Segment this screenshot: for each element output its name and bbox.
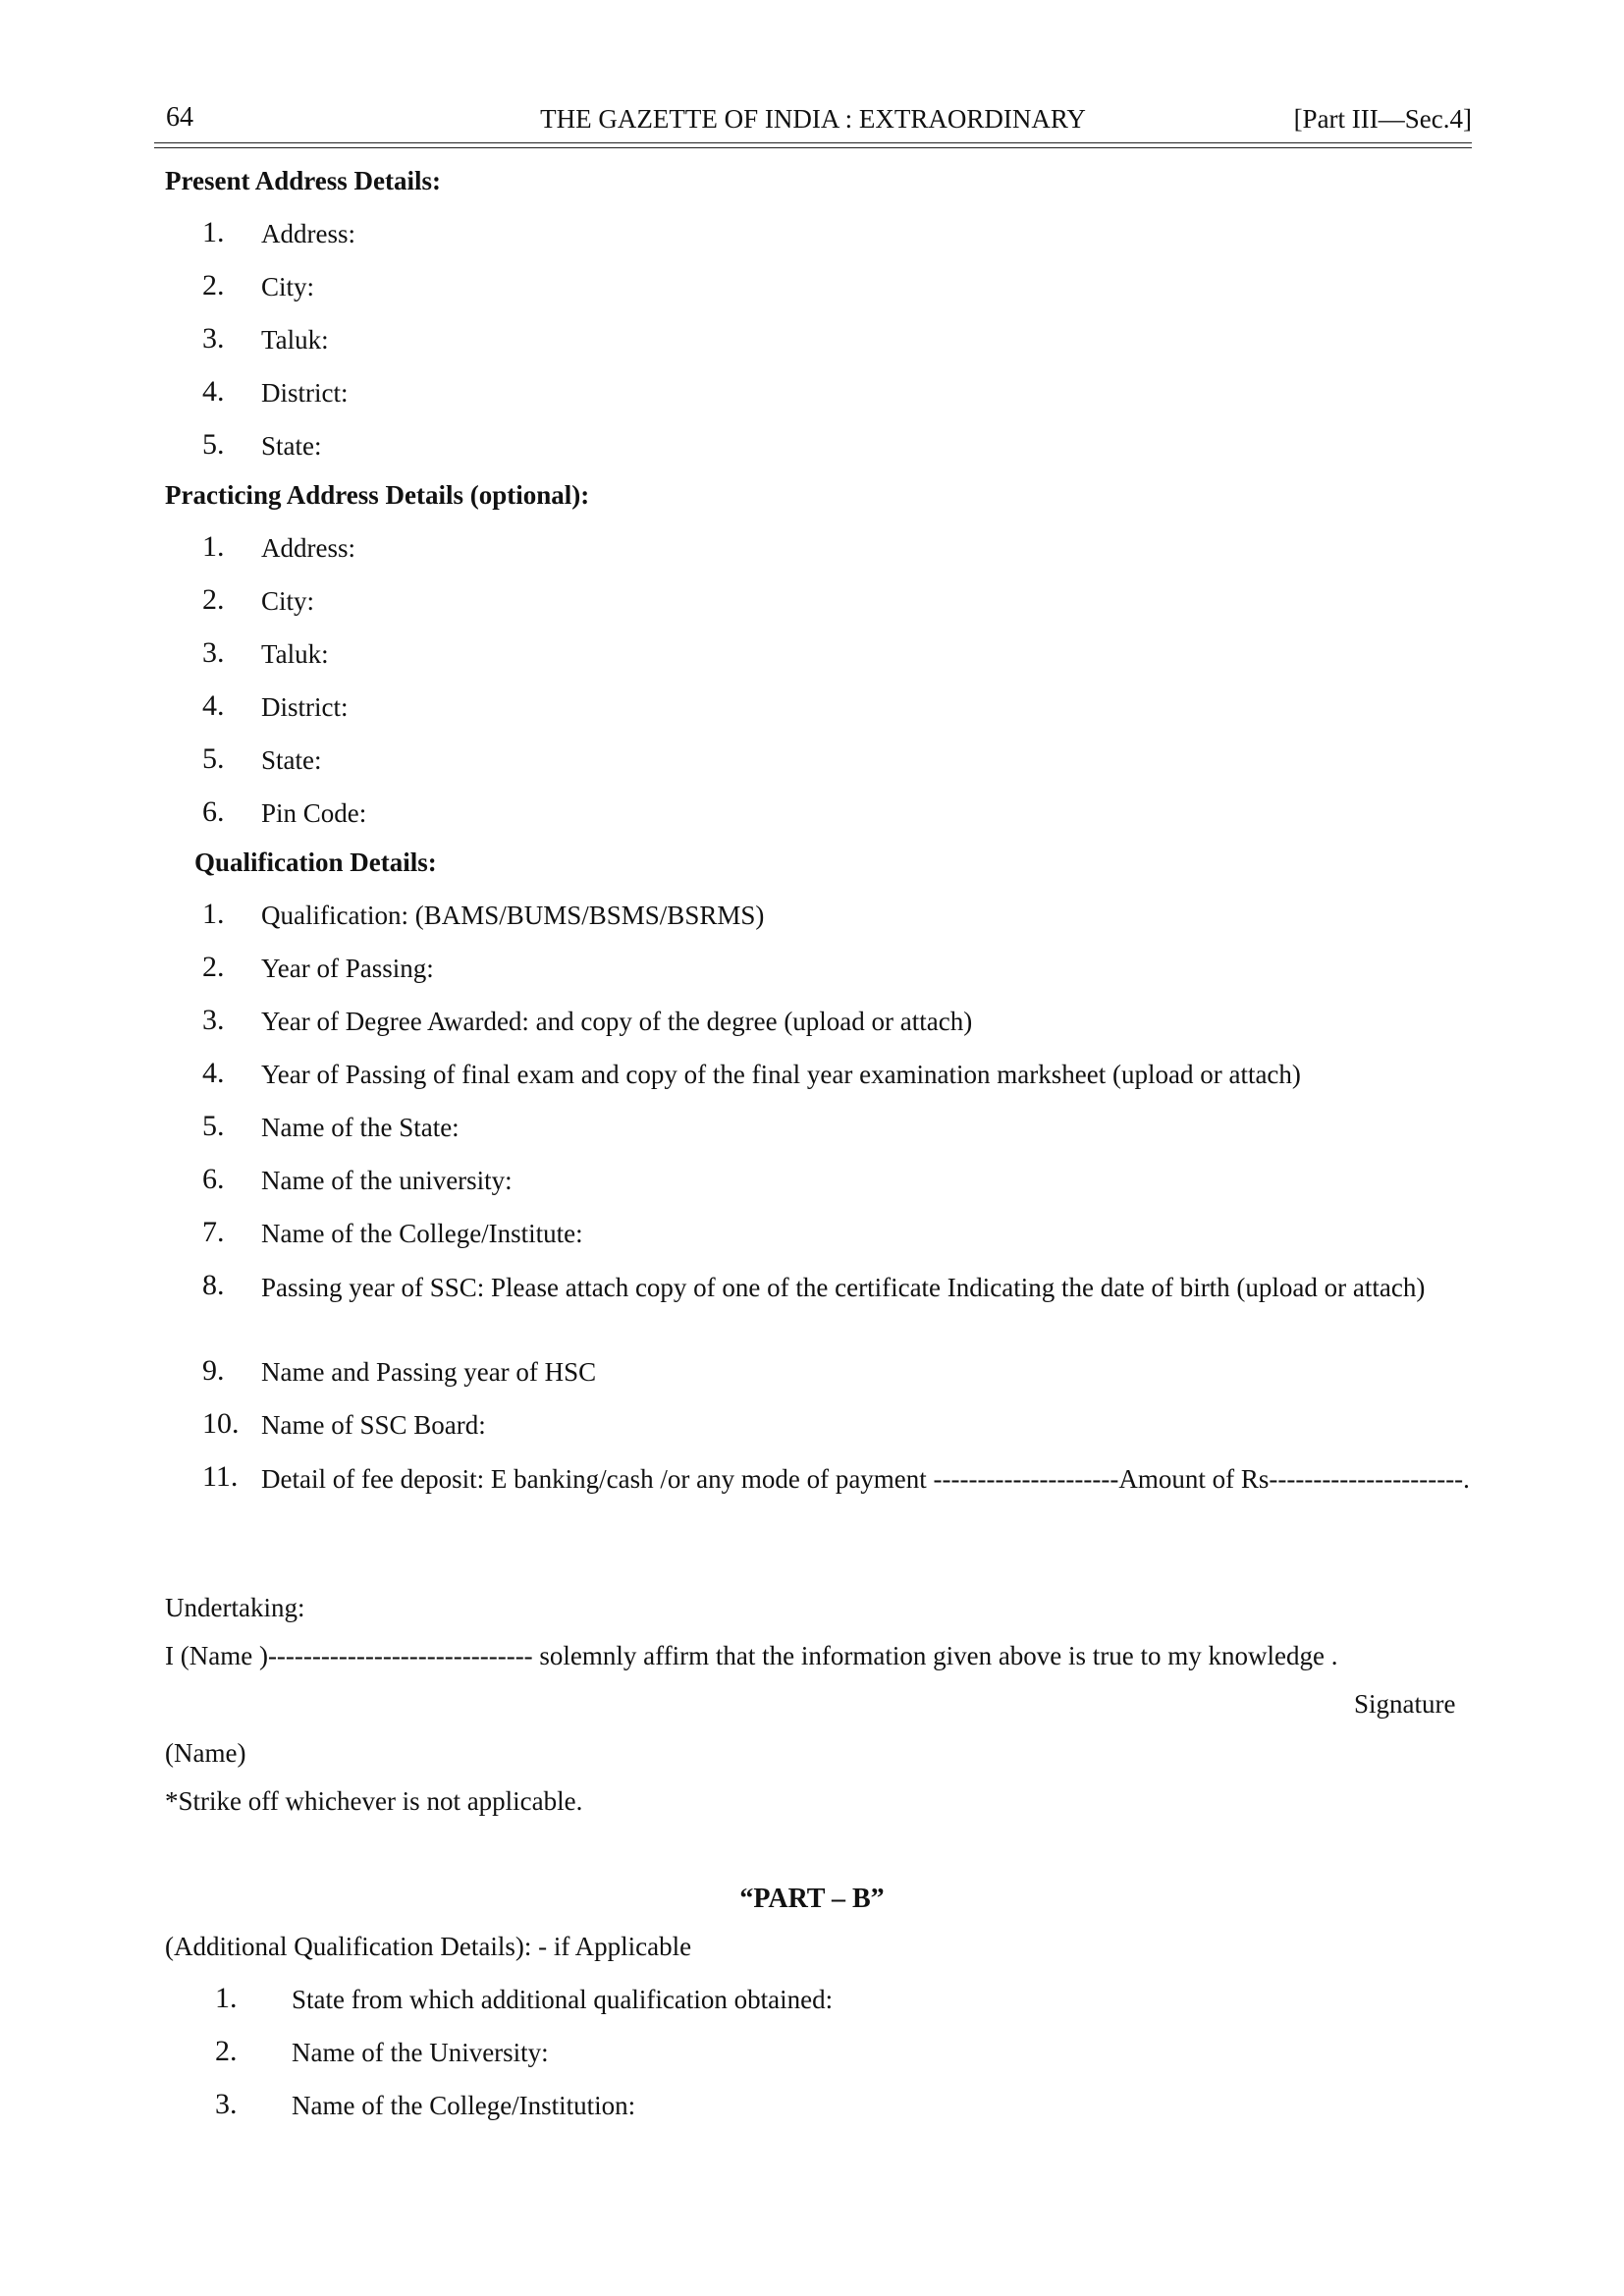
item-text: Qualification: (BAMS/BUMS/BSMS/BSRMS) [261,901,765,930]
item-text: City: [261,586,315,616]
page-number: 64 [166,102,193,133]
header-rule-top [154,142,1472,143]
header-rule-bottom [154,147,1472,148]
item-number: 1. [202,530,225,563]
item-text: Taluk: [261,325,329,355]
item-text: Year of Degree Awarded: and copy of the degree (upload or attach) [261,1007,973,1036]
item-number: 3. [202,636,225,669]
item-text: Name of the College/Institute: [261,1219,583,1248]
item-number: 3. [202,322,225,355]
item-number: 5. [202,428,225,461]
qualification-heading: Qualification Details: [194,847,437,877]
undertaking-statement: I (Name )------------------------------ solemnly affirm that the information given above is true to my knowledge . [165,1641,1338,1670]
part-b-subtitle: (Additional Qualification Details): - if Applicable [165,1932,692,1961]
name-label: (Name) [165,1738,246,1768]
item-text: Name of the university: [261,1166,513,1195]
item-number: 7. [202,1216,225,1248]
item-number: 2. [202,269,225,301]
item-number: 5. [202,742,225,775]
page-header [154,98,1472,145]
item-text: Passing year of SSC: Please attach copy of one of the certificate Indicating the date of birth (upload or attach) [261,1273,1426,1302]
item-text: Pin Code: [261,798,367,828]
practicing-address-heading: Practicing Address Details (optional): [165,480,590,510]
signature-label: Signature [1354,1689,1456,1719]
item-number: 9. [202,1354,225,1387]
item-text: Detail of fee deposit: E banking/cash /or any mode of payment ---------------------Amount of Rs----------------------. [261,1464,1470,1494]
item-text: Name of the University: [292,2038,549,2067]
item-number: 2. [202,583,225,616]
item-text: State: [261,745,322,775]
item-number: 5. [202,1110,225,1142]
item-text: Name of the College/Institution: [292,2091,636,2120]
item-number: 2. [202,951,225,983]
item-number: 1. [215,1982,238,2014]
part-b-title: “PART – B” [739,1884,885,1914]
item-text: Name of the State: [261,1113,460,1142]
item-number: 1. [202,898,225,930]
item-number: 11. [202,1460,239,1493]
item-text: District: [261,378,349,408]
item-text: State from which additional qualification obtained: [292,1985,834,2014]
item-number: 4. [202,689,225,722]
item-number: 3. [215,2088,238,2120]
item-number: 6. [202,1163,225,1195]
present-address-heading: Present Address Details: [165,166,441,195]
item-text: Taluk: [261,639,329,669]
item-text: Year of Passing: [261,954,434,983]
strike-off-note: *Strike off whichever is not applicable. [165,1786,583,1816]
item-number: 4. [202,1057,225,1089]
item-text: Name and Passing year of HSC [261,1357,597,1387]
item-number: 4. [202,375,225,408]
item-number: 10. [202,1407,240,1440]
item-text: City: [261,272,315,301]
part-section-label: [Part III—Sec.4] [1293,104,1472,134]
item-text: Year of Passing of final exam and copy of the final year examination marksheet (upload or attach) [261,1060,1301,1089]
item-number: 3. [202,1004,225,1036]
item-text: Address: [261,219,355,248]
item-text: District: [261,692,349,722]
undertaking-label: Undertaking: [165,1593,305,1622]
gazette-title: THE GAZETTE OF INDIA : EXTRAORDINARY [540,104,1086,134]
item-number: 6. [202,795,225,828]
item-number: 1. [202,216,225,248]
item-text: Name of SSC Board: [261,1410,486,1440]
item-text: State: [261,431,322,461]
item-text: Address: [261,533,355,563]
item-number: 2. [215,2035,238,2067]
item-number: 8. [202,1269,225,1301]
